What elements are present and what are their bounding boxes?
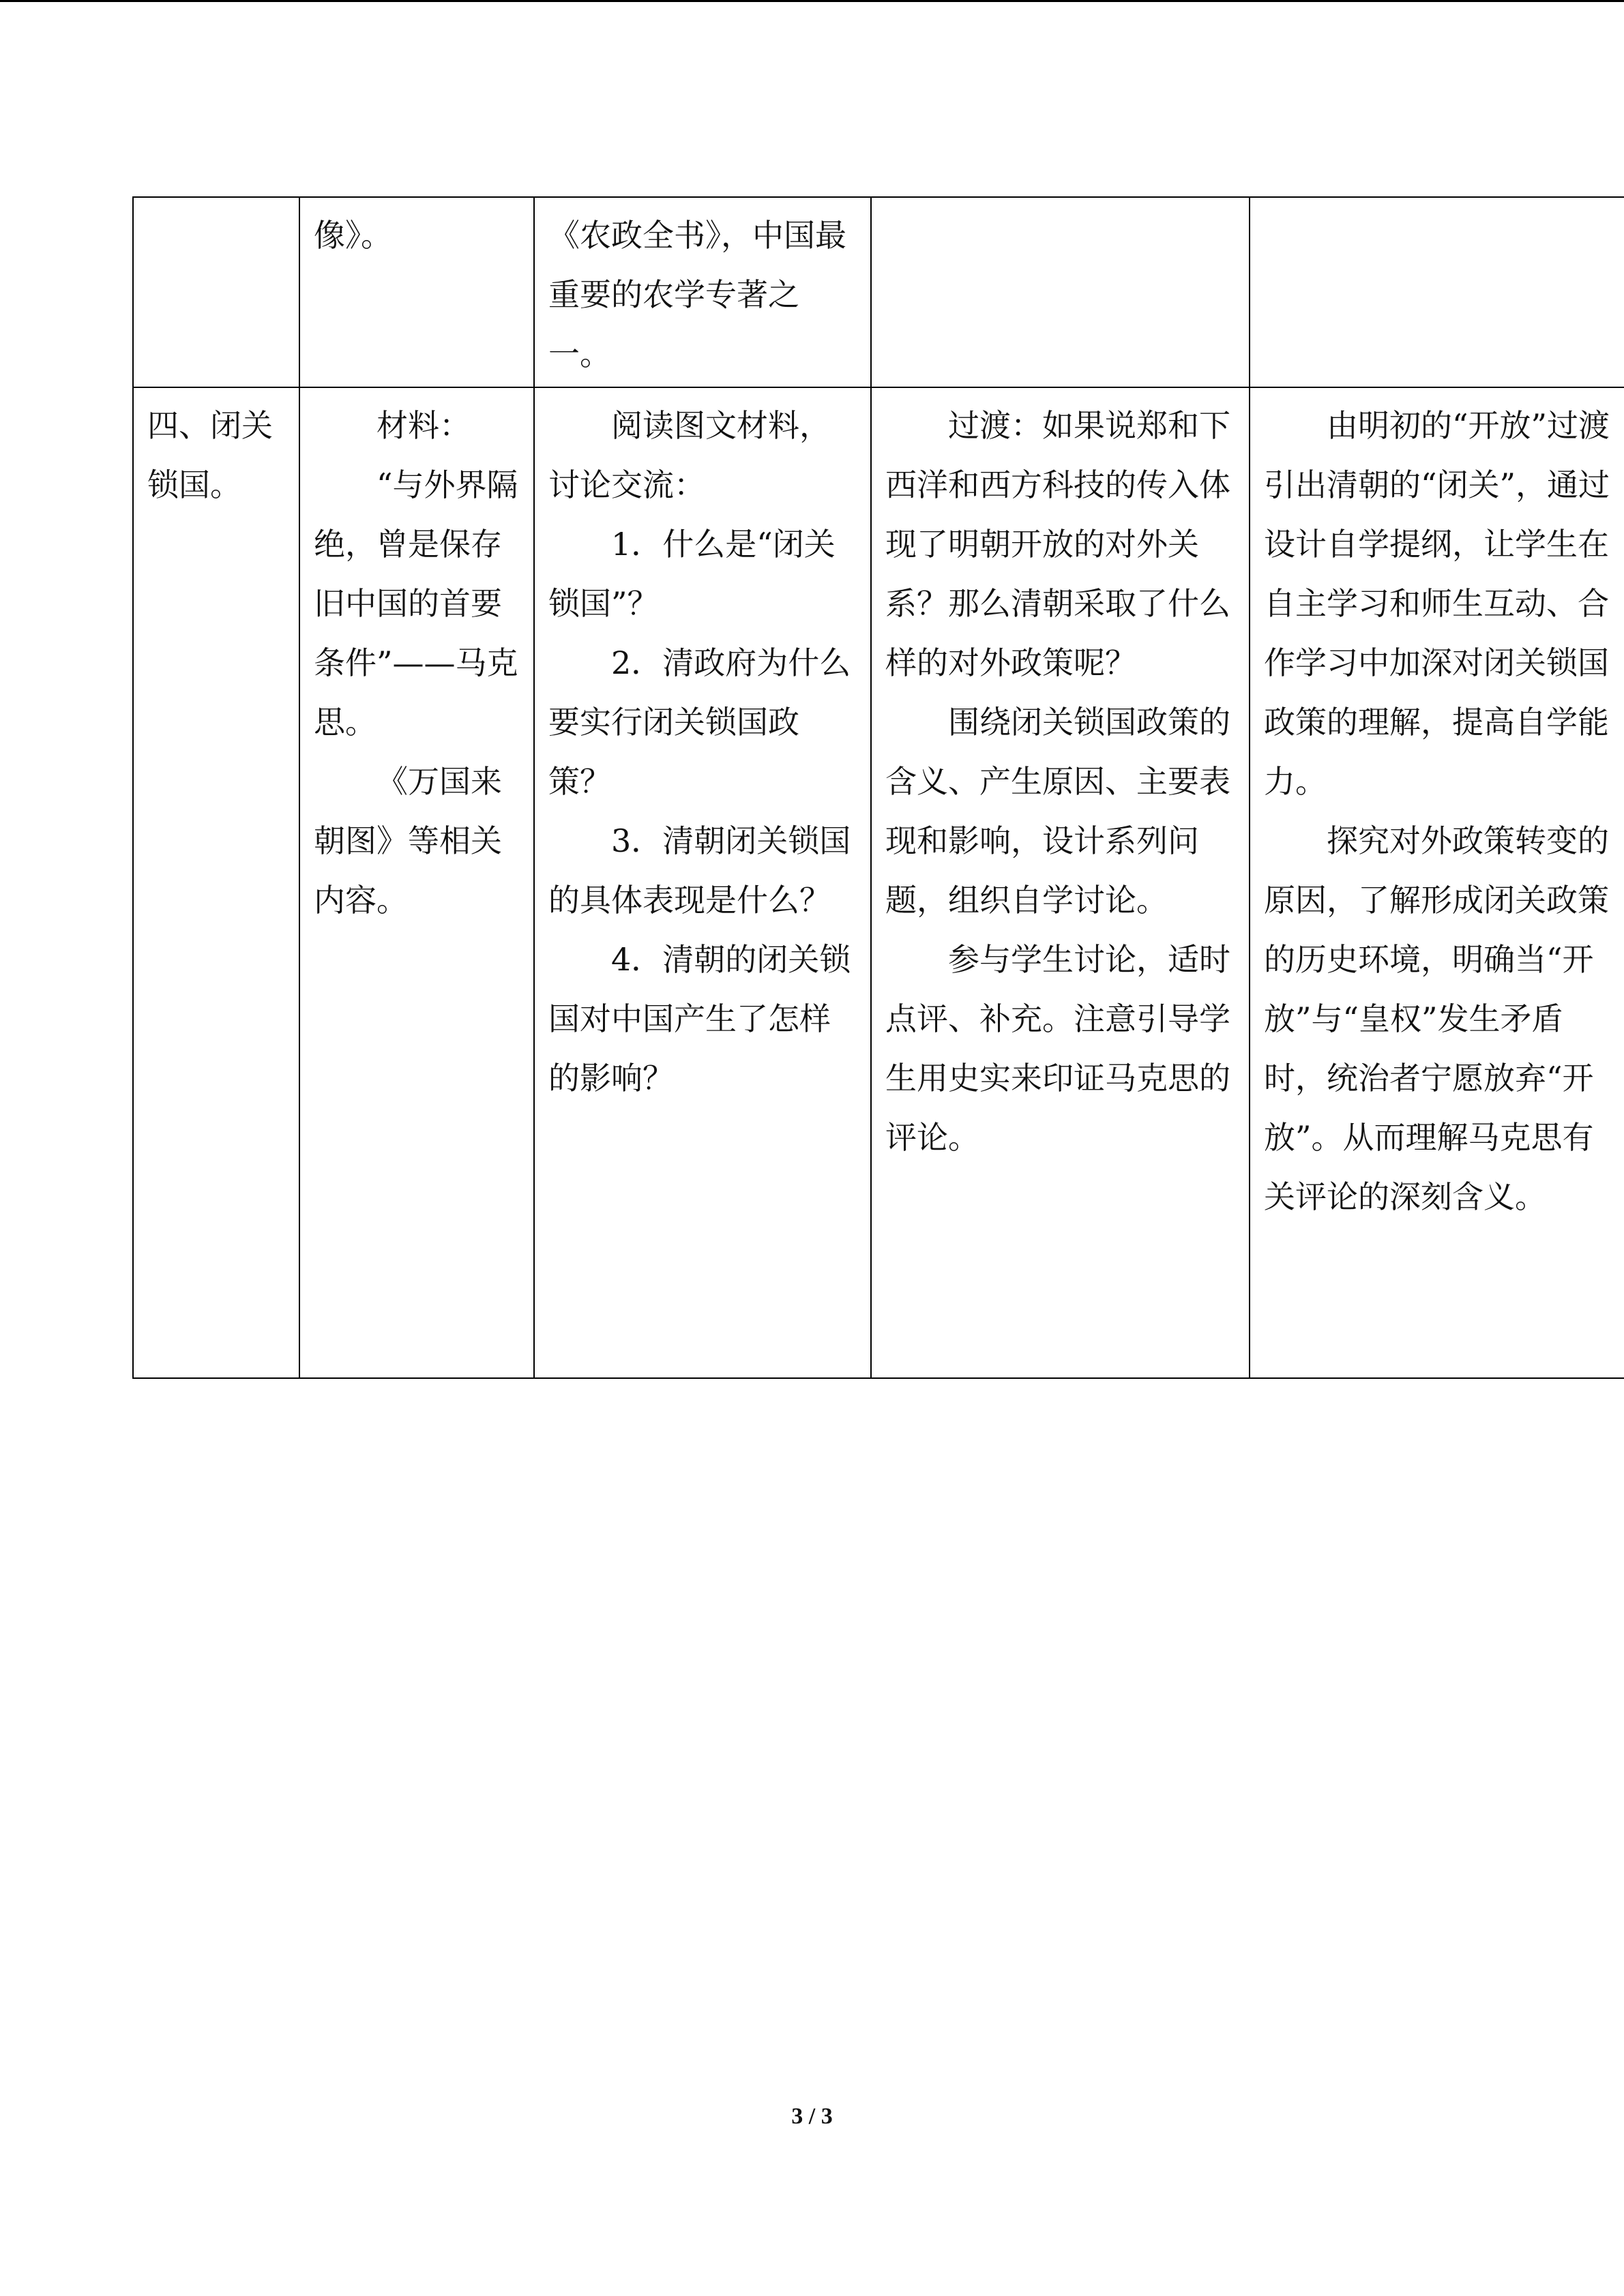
section-title-cell (133, 387, 299, 1378)
section-title: 四、闭关锁国。 (147, 407, 273, 503)
intent-paragraph: 探究对外政策转变的原因，了解形成闭关政策的历史环境，明确当“开放”与“皇权”发生矛盾时，统治者宁愿放弃“开放”。从而理解马克思有关评论的深刻含义。 (1264, 822, 1609, 1215)
teacher-paragraph: 围绕闭关锁国政策的含义、产生原因、主要表现和影响，设计系列问题，组织自学讨论。 (885, 704, 1230, 919)
question-3: 3．清朝闭关锁国的具体表现是什么？ (548, 822, 851, 919)
lesson-plan-table (132, 196, 1624, 1379)
table-cell (299, 197, 534, 387)
teacher-paragraph: 过渡：如果说郑和下西洋和西方科技的传入体现了明朝开放的对外关系？那么清朝采取了什么样的对外政策呢？ (885, 407, 1230, 681)
top-border-line (0, 0, 1624, 2)
materials-cell (299, 387, 534, 1378)
materials-item: 《万国来朝图》等相关内容。 (314, 763, 502, 919)
teacher-paragraph: 参与学生讨论，适时点评、补充。注意引导学生用史实来印证马克思的评论。 (885, 941, 1230, 1156)
cell-text: 像》。 (314, 217, 392, 254)
table-cell (1250, 197, 1624, 387)
marx-quote: “与外界隔绝，曾是保存旧中国的首要条件”——马克思。 (314, 466, 518, 741)
table-cell (534, 197, 871, 387)
table-row (133, 197, 1624, 387)
question-4: 4．清朝的闭关锁国对中国产生了怎样的影响？ (548, 941, 851, 1097)
question-2: 2．清政府为什么要实行闭关锁国政策？ (548, 644, 851, 800)
student-activity-cell (534, 387, 871, 1378)
intent-paragraph: 由明初的“开放”过渡引出清朝的“闭关”，通过设计自学提纲，让学生在自主学习和师生互动、合作学习中加深对闭关锁国政策的理解，提高自学能力。 (1264, 407, 1610, 800)
activity-intro: 阅读图文材料，讨论交流： (548, 407, 831, 503)
page-number: 3 / 3 (791, 2104, 833, 2129)
table-row (133, 387, 1624, 1378)
materials-label: 材料： (377, 407, 471, 444)
cell-text: 《农政全书》，中国最重要的农学专著之一。 (548, 217, 846, 372)
question-1: 1．什么是“闭关锁国”？ (548, 526, 836, 622)
table-cell (871, 197, 1250, 387)
table-cell (133, 197, 299, 387)
teacher-activity-cell (871, 387, 1250, 1378)
design-intent-cell (1250, 387, 1624, 1378)
